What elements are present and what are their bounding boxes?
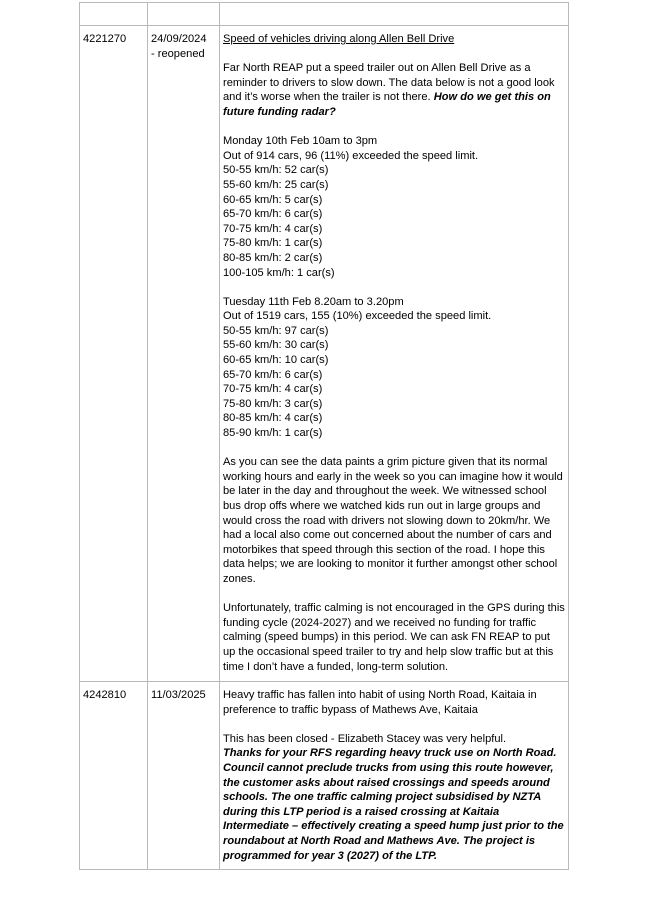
- records-table: [79, 2, 569, 870]
- request-date-cell: [148, 26, 220, 682]
- day1-line: 100-105 km/h: 1 car(s): [223, 266, 335, 279]
- day2-heading: Tuesday 11th Feb 8.20am to 3.20pm: [223, 295, 404, 308]
- request-id: 4221270: [80, 26, 148, 682]
- empty-cell: [80, 3, 148, 26]
- day1-line: 50-55 km/h: 52 car(s): [223, 164, 329, 177]
- request-title: Speed of vehicles driving along Allen Bell Drive: [223, 33, 455, 45]
- day1-line: 65-70 km/h: 6 car(s): [223, 208, 323, 221]
- table-row: [80, 3, 569, 26]
- day1-line: 55-60 km/h: 25 car(s): [223, 178, 329, 191]
- day1-line: 80-85 km/h: 2 car(s): [223, 251, 323, 264]
- day1-line: 70-75 km/h: 4 car(s): [223, 222, 323, 235]
- intro-text: Far North REAP put a speed trailer out on Allen Bell Drive as a reminder to drivers to slow down. The data below is not a good look and it’s worse when the trailer is not there.: [223, 62, 555, 104]
- empty-cell: [220, 3, 569, 26]
- day2-line: 65-70 km/h: 6 car(s): [223, 368, 323, 381]
- day2-line: 75-80 km/h: 3 car(s): [223, 397, 323, 410]
- details-cell: [220, 682, 569, 870]
- empty-cell: [148, 3, 220, 26]
- table-row: [80, 682, 569, 870]
- day2-summary: Out of 1519 cars, 155 (10%) exceeded the speed limit.: [223, 310, 492, 323]
- request-date: 24/09/2024: [151, 33, 207, 45]
- day2-line: 80-85 km/h: 4 car(s): [223, 412, 323, 425]
- response-paragraph: Unfortunately, traffic calming is not encouraged in the GPS during this funding cycle (2024-2027) and we received no funding for traffic calming (speed bumps) in this period. We can ask FN REAP to put up the occasional speed trailer to try and help slow traffic but at this time I don’t have a funded, long-term solution.: [223, 602, 565, 673]
- day1-heading: Monday 10th Feb 10am to 3pm: [223, 135, 378, 148]
- intro-paragraph: [223, 61, 565, 119]
- council-response: Thanks for your RFS regarding heavy truck use on North Road. Council cannot preclude trucks from using this route however, the customer asks about raised crossings and speeds around schools. The one traffic calming project subsidised by NZTA during this LTP period is a raised crossing at Kaitaia Intermediate – effectively creating a speed hump just prior to the roundabout at North Road and Mathews Ave. The project is programmed for year 3 (2027) of the LTP.: [223, 747, 564, 862]
- details-cell: [220, 26, 569, 682]
- intro-question: How do we get this on future funding radar?: [223, 91, 551, 118]
- day2-line: 85-90 km/h: 1 car(s): [223, 427, 323, 440]
- day2-line: 50-55 km/h: 97 car(s): [223, 324, 329, 337]
- request-date: 11/03/2025: [148, 682, 220, 870]
- day1-line: 60-65 km/h: 5 car(s): [223, 193, 323, 206]
- request-text: Heavy traffic has fallen into habit of using North Road, Kaitaia in preference to traffic bypass of Mathews Ave, Kaitaia: [223, 689, 537, 716]
- analysis-paragraph: As you can see the data paints a grim picture given that its normal working hours and early in the week so you can imagine how it would be later in the day and throughout the week. We witnessed school bus drop offs where we watched kids run out in large groups and would cross the road with drivers not slowing down to 20km/hr. We had a local also come out concerned about the number of cars and motorbikes that speed through this section of the road. I hope this data helps; we are looking to monitor it further amongst other school zones.: [223, 456, 563, 585]
- day2-line: 60-65 km/h: 10 car(s): [223, 354, 329, 367]
- day2-line: 70-75 km/h: 4 car(s): [223, 383, 323, 396]
- closed-note: This has been closed - Elizabeth Stacey was very helpful.: [223, 732, 507, 745]
- date-note: - reopened: [151, 47, 205, 60]
- request-id: 4242810: [80, 682, 148, 870]
- day1-line: 75-80 km/h: 1 car(s): [223, 237, 323, 250]
- day2-line: 55-60 km/h: 30 car(s): [223, 339, 329, 352]
- table-row: [80, 26, 569, 682]
- day1-summary: Out of 914 cars, 96 (11%) exceeded the speed limit.: [223, 149, 479, 162]
